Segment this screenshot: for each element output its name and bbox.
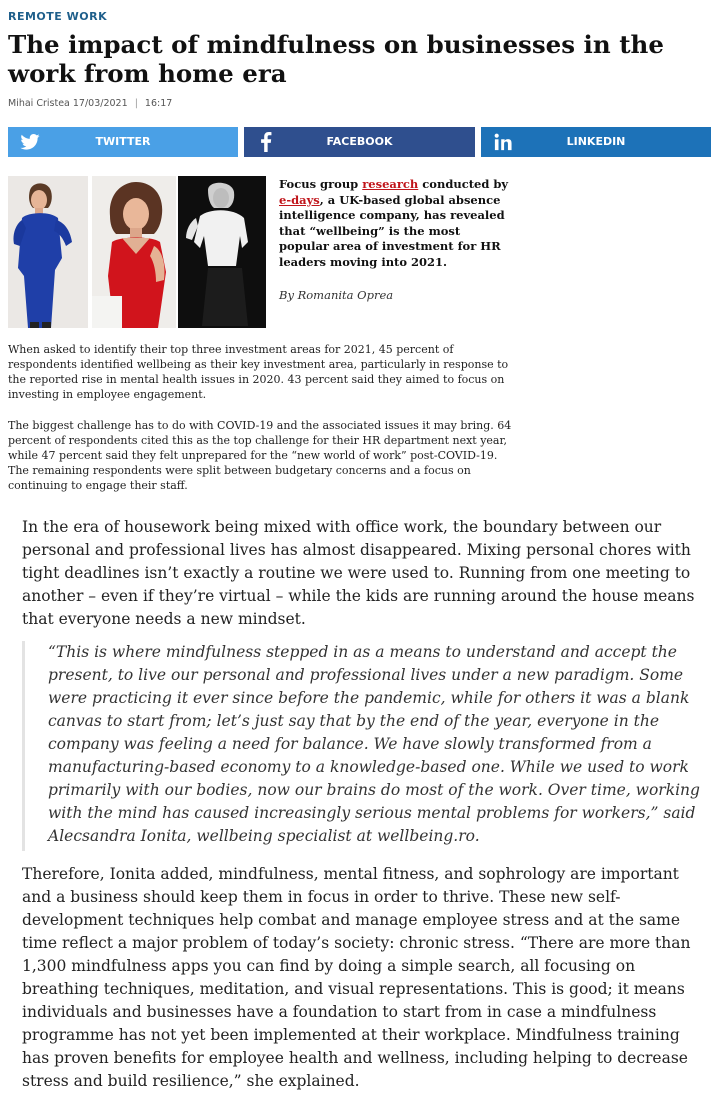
- body-paragraph-2: Therefore, Ionita added, mindfulness, mental fitness, and sophrology are important and a business should keep them in focus in order to thrive. These new self-development techniques help combat and manage employee stress and at the same time reflect a major problem of today’s society: chronic stress. “There are more than 1,300 mindfulness apps you can find by doing a simple search, all focusing on breathing techniques, meditation, and visual representations. This is good; it means individuals and businesses have a foundation to start from in case a mindfulness programme has not yet been implemented at their workplace. Mindfulness training has proven benefits for employee health and wellness, including helping to decrease stress and build resilience,” she explained.: [22, 865, 691, 1090]
- share-twitter-button[interactable]: [8, 127, 238, 157]
- share-twitter-label: TWITTER: [95, 135, 151, 148]
- publish-date: 17/03/2021: [72, 98, 128, 109]
- lead-byline: By Romanita Oprea: [279, 288, 394, 302]
- portrait-photo-black-white: [178, 176, 266, 328]
- lead-text-mid: conducted by: [418, 177, 509, 191]
- article-photo-collage: [8, 176, 266, 328]
- research-link[interactable]: research: [362, 177, 419, 191]
- share-facebook-label: FACEBOOK: [326, 135, 393, 148]
- body-paragraph-1: In the era of housework being mixed with office work, the boundary between our personal and professional lives has almost disappeared. Mixing personal chores with tight deadlines isn’t exactly a routine we were used to. Running from one meeting to another – even if they’re virtual – while the kids are running around the house means that everyone needs a new mindset.: [22, 518, 695, 628]
- lead-text-before: Focus group: [279, 177, 363, 191]
- share-facebook-button[interactable]: [244, 127, 475, 157]
- portrait-photo-red-dress: [92, 176, 176, 328]
- article-lead: [279, 177, 511, 270]
- blockquote: [22, 641, 711, 851]
- summary-paragraph-2: The biggest challenge has to do with COVID-19 and the associated issues it may bring. 64 percent of respondents cited this as the top challenge for their HR department next year, while 47 percent said they felt unprepared for the “new world of work” post-COVID-19. The remaining respondents were split between budgetary concerns and a focus on continuing to engage their staff.: [8, 419, 512, 492]
- publish-time: 16:17: [144, 98, 173, 109]
- category-label[interactable]: REMOTE WORK: [8, 10, 108, 23]
- blockquote-text: “This is where mindfulness stepped in as a means to understand and accept the present, to live our personal and professional lives under a new paradigm. Some were practicing it ever since before the pandemic, while for others it was a blank canvas to start from; let’s just say that by the end of the year, everyone in the company was feeling a need for balance. We have slowly transformed from a manufacturing-based economy to a knowledge-based one. While we used to work primarily with our bodies, now our brains do most of the work. Over time, working with the mind has caused increasingly serious mental problems for workers,” said Alecsandra Ionita, wellbeing specialist at wellbeing.ro.: [48, 643, 700, 845]
- lead-text-after: , a UK-based global absence intelligence company, has revealed that “wellbeing” is the most popular area of investment for HR leaders moving into 2021.: [279, 192, 505, 269]
- byline-separator: |: [134, 98, 138, 109]
- summary-paragraph-1: When asked to identify their top three investment areas for 2021, 45 percent of respondents identified wellbeing as their key investment area, particularly in response to the reported rise in mental health issues in 2020. 43 percent said they aimed to focus on investing in employee engagement.: [8, 343, 509, 401]
- edays-link[interactable]: e-days: [279, 192, 320, 207]
- byline: [8, 98, 172, 109]
- author-name[interactable]: Mihai Cristea: [8, 98, 70, 109]
- share-linkedin-button[interactable]: [481, 127, 711, 157]
- article-title: The impact of mindfulness on businesses in the work from home era: [8, 30, 664, 88]
- share-linkedin-label: LINKEDIN: [566, 135, 626, 148]
- portrait-photo-blue-suit: [8, 176, 88, 328]
